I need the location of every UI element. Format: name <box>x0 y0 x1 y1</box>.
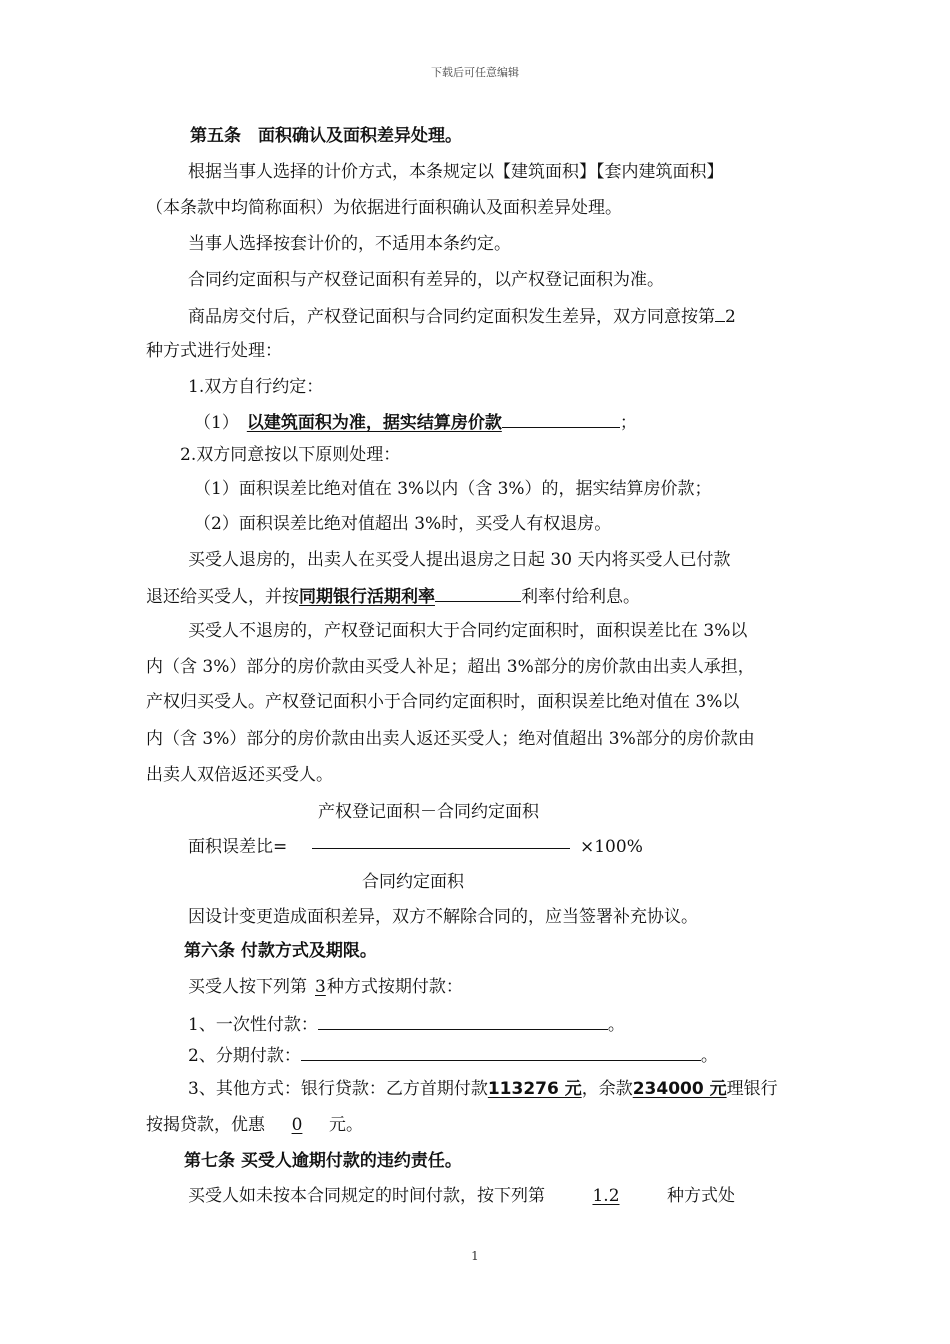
article-5-title: 第五条 面积确认及面积差异处理。 <box>190 126 462 146</box>
payment-3b-suffix: 元。 <box>329 1115 363 1135</box>
option-1-1-blank <box>502 409 620 428</box>
art5-option-2-1: （1）面积误差比绝对值在 3%以内（含 3%）的，据实结算房价款； <box>194 479 712 499</box>
art6-p1-suffix: 种方式按期付款： <box>326 977 463 997</box>
art5-paragraph-6c: 产权归买受人。产权登记面积小于合同约定面积时，面积误差比绝对值在 3%以 <box>146 692 740 712</box>
art5-paragraph-6d: 内（含 3%）部分的房价款由出卖人返还买受人；绝对值超出 3%部分的房价款由 <box>146 729 755 749</box>
p5b-interest-rate: 同期银行活期利率 <box>299 587 435 607</box>
discount-value: 0 <box>291 1115 303 1135</box>
payment-1-label: 1、一次性付款： <box>188 1015 318 1035</box>
art5-paragraph-4b: 种方式进行处理： <box>146 341 282 361</box>
art7-p1-prefix: 买受人如未按本合同规定的时间付款，按下列第 <box>188 1186 545 1206</box>
article-7-title: 第七条 买受人逾期付款的违约责任。 <box>184 1151 462 1171</box>
remaining-amount: 234000 元 <box>632 1079 727 1099</box>
payment-2-end: 。 <box>700 1046 718 1066</box>
payment-2-blank <box>301 1042 701 1061</box>
art5-option-2: 2.双方同意按以下原则处理： <box>180 445 401 465</box>
art6-payment-2 <box>188 1042 718 1068</box>
art5-option-1: 1.双方自行约定： <box>188 377 324 397</box>
formula-denominator: 合同约定面积 <box>362 872 464 892</box>
payment-3-prefix: 3、其他方式：银行贷款：乙方首期付款 <box>188 1079 488 1099</box>
art5-p4-text: 商品房交付后，产权登记面积与合同约定面积发生差异，双方同意按第 <box>188 307 715 327</box>
art5-paragraph-3: 合同约定面积与产权登记面积有差异的，以产权登记面积为准。 <box>188 270 664 290</box>
art5-p4-blank <box>715 303 725 322</box>
art6-payment-1 <box>188 1011 625 1037</box>
p5b-prefix: 退还给买受人，并按 <box>146 587 299 607</box>
formula-label: 面积误差比= <box>188 837 288 857</box>
art5-paragraph-6a: 买受人不退房的，产权登记面积大于合同约定面积时，面积误差比在 3%以 <box>188 621 748 641</box>
payment-1-end: 。 <box>607 1015 625 1035</box>
art7-paragraph-1 <box>188 1184 735 1208</box>
payment-1-blank <box>318 1011 608 1030</box>
article-6-title: 第六条 付款方式及期限。 <box>184 941 377 961</box>
art5-paragraph-7: 因设计变更造成面积差异，双方不解除合同的，应当签署补充协议。 <box>188 907 698 927</box>
option-1-1-prefix: （1） <box>194 413 239 433</box>
art7-p1-suffix: 种方式处 <box>667 1186 735 1206</box>
page-header: 下载后可任意编辑 <box>431 66 519 79</box>
art6-p1-choice: 3 <box>315 977 326 997</box>
art7-p1-choice: 1.2 <box>592 1186 620 1206</box>
art5-paragraph-1a: 根据当事人选择的计价方式，本条规定以【建筑面积】【套内建筑面积】 <box>188 162 724 182</box>
down-payment-amount: 113276 元 <box>487 1079 582 1099</box>
p5b-blank <box>435 583 521 602</box>
p5b-suffix: 利率付给利息。 <box>521 587 640 607</box>
option-1-1-end: ； <box>619 413 637 433</box>
art6-p1-prefix: 买受人按下列第 <box>188 977 307 997</box>
payment-3-mid: ，余款 <box>581 1079 633 1099</box>
art6-paragraph-1 <box>188 975 463 999</box>
formula-numerator: 产权登记面积－合同约定面积 <box>318 802 539 822</box>
art5-paragraph-5b <box>146 583 640 609</box>
payment-3-suffix: 理银行 <box>726 1079 778 1099</box>
payment-3b-prefix: 按揭贷款，优惠 <box>146 1115 265 1135</box>
art5-paragraph-6e: 出卖人双倍返还买受人。 <box>146 765 333 785</box>
art5-option-1-1 <box>194 409 637 435</box>
art6-payment-3 <box>188 1077 778 1101</box>
formula-fraction-line <box>312 848 570 849</box>
art5-paragraph-1b: （本条款中均简称面积）为依据进行面积确认及面积差异处理。 <box>146 198 622 218</box>
formula-times: ×100% <box>580 837 643 857</box>
option-1-1-value: 以建筑面积为准，据实结算房价款 <box>246 413 502 433</box>
art5-paragraph-6b: 内（含 3%）部分的房价款由买受人补足；超出 3%部分的房价款由出卖人承担， <box>146 657 755 677</box>
art5-paragraph-4a <box>188 303 736 329</box>
art5-paragraph-2: 当事人选择按套计价的，不适用本条约定。 <box>188 234 511 254</box>
art5-p4-choice: 2 <box>725 307 736 327</box>
art5-option-2-2: （2）面积误差比绝对值超出 3%时，买受人有权退房。 <box>194 514 612 534</box>
art5-paragraph-5a: 买受人退房的，出卖人在买受人提出退房之日起 30 天内将买受人已付款 <box>188 550 731 570</box>
page-number: 1 <box>471 1249 479 1263</box>
payment-2-label: 2、分期付款： <box>188 1046 301 1066</box>
art6-payment-3b <box>146 1113 363 1137</box>
